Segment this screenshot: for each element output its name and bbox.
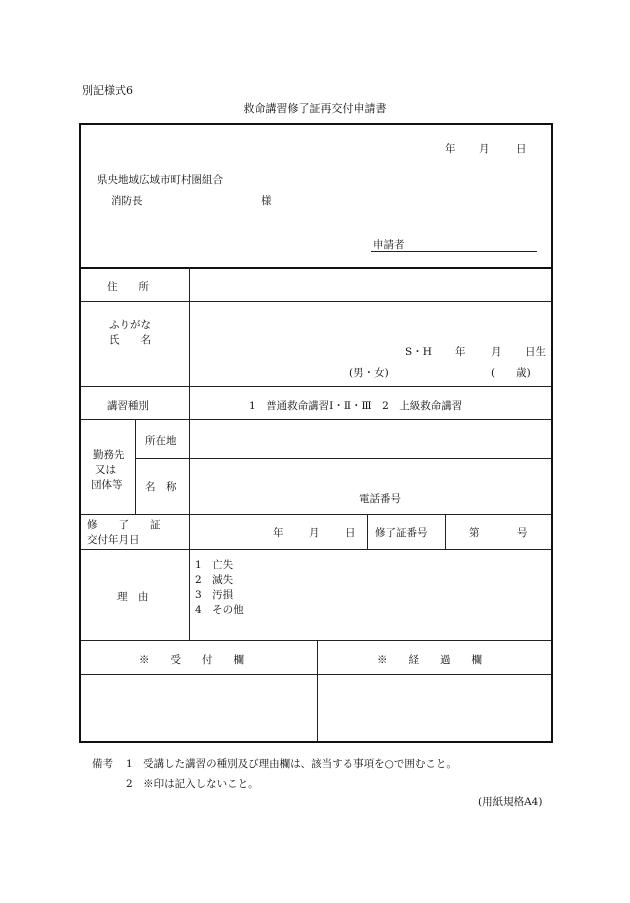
progress-column-header: ※ 経 過 欄 [377,654,482,666]
reason-option: 2 滅失 [195,574,234,586]
row-divider [81,514,551,515]
phone-label: 電話番号 [359,493,401,505]
cert-issue-date-label: 修 了 証 [87,519,161,531]
row-divider [81,640,551,641]
application-form-frame [79,123,553,743]
row-divider [81,674,551,675]
row-divider [135,458,551,459]
label-column-divider [189,267,190,549]
workplace-label: 勤務先 [93,449,125,461]
reception-column-header: ※ 受 付 欄 [139,654,244,666]
cert-day-label: 日 [345,527,356,539]
reason-option: 1 亡失 [195,559,234,571]
office-column-divider [317,640,318,741]
form-number: 別記様式6 [82,84,133,97]
birth-era-options: S・H [405,346,432,358]
workplace-label-divider [135,419,136,514]
birth-month-label: 月 [491,346,502,358]
recipient-title: 消防長 [111,195,143,207]
cert-column-divider [445,514,446,549]
paper-size-note: (用紙規格A4) [478,796,543,808]
cert-number-label: 修了証番号 [375,527,428,539]
reason-label: 理 由 [117,591,149,603]
recipient-organization: 県央地域広域市町村圏組合 [97,174,223,186]
gender-options: (男・女) [349,367,389,379]
org-name-label: 名 称 [145,481,177,493]
address-label: 住 所 [107,281,149,293]
workplace-label: 団体等 [91,479,123,491]
date-month-label: 月 [479,143,490,155]
note-item: 2 ※印は記入しないこと。 [126,778,259,790]
form-title: 救命講習修了証再交付申請書 [243,102,387,115]
birth-year-label: 年 [455,346,466,358]
cert-year-label: 年 [273,527,284,539]
row-divider [81,386,551,387]
cert-number-prefix: 第 [469,527,480,539]
date-year-label: 年 [445,143,456,155]
cert-column-divider [367,514,368,549]
location-field[interactable] [191,421,551,457]
honorific: 様 [261,195,272,207]
furigana-label: ふりがな [109,319,151,331]
name-field[interactable] [191,303,551,343]
course-type-label: 講習種別 [107,400,149,412]
course-options: 1 普通救命講習Ⅰ・Ⅱ・Ⅲ 2 上級救命講習 [249,400,463,412]
notes-prefix: 備考 [92,758,113,770]
note-item: 1 受講した講習の種別及び理由欄は、該当する事項を○で囲むこと。 [126,758,457,770]
label-column-divider [189,549,190,640]
reason-option: 4 その他 [195,604,244,616]
applicant-signature-line[interactable] [371,251,537,252]
name-label: 氏 名 [109,334,151,346]
org-name-field[interactable] [191,460,551,490]
cert-number-suffix: 号 [517,527,528,539]
workplace-label: 又は [95,464,116,476]
birth-day-label: 日生 [525,346,546,358]
row-divider [81,549,551,550]
age-field: ( 歳) [491,367,531,379]
row-divider [81,419,551,420]
reason-option: 3 汚損 [195,589,234,601]
location-label: 所在地 [145,435,177,447]
cert-month-label: 月 [309,527,320,539]
cert-issue-date-label: 交付年月日 [87,534,140,546]
date-day-label: 日 [516,143,527,155]
address-field[interactable] [191,269,551,300]
applicant-label: 申請者 [373,239,405,251]
row-divider [81,301,551,302]
